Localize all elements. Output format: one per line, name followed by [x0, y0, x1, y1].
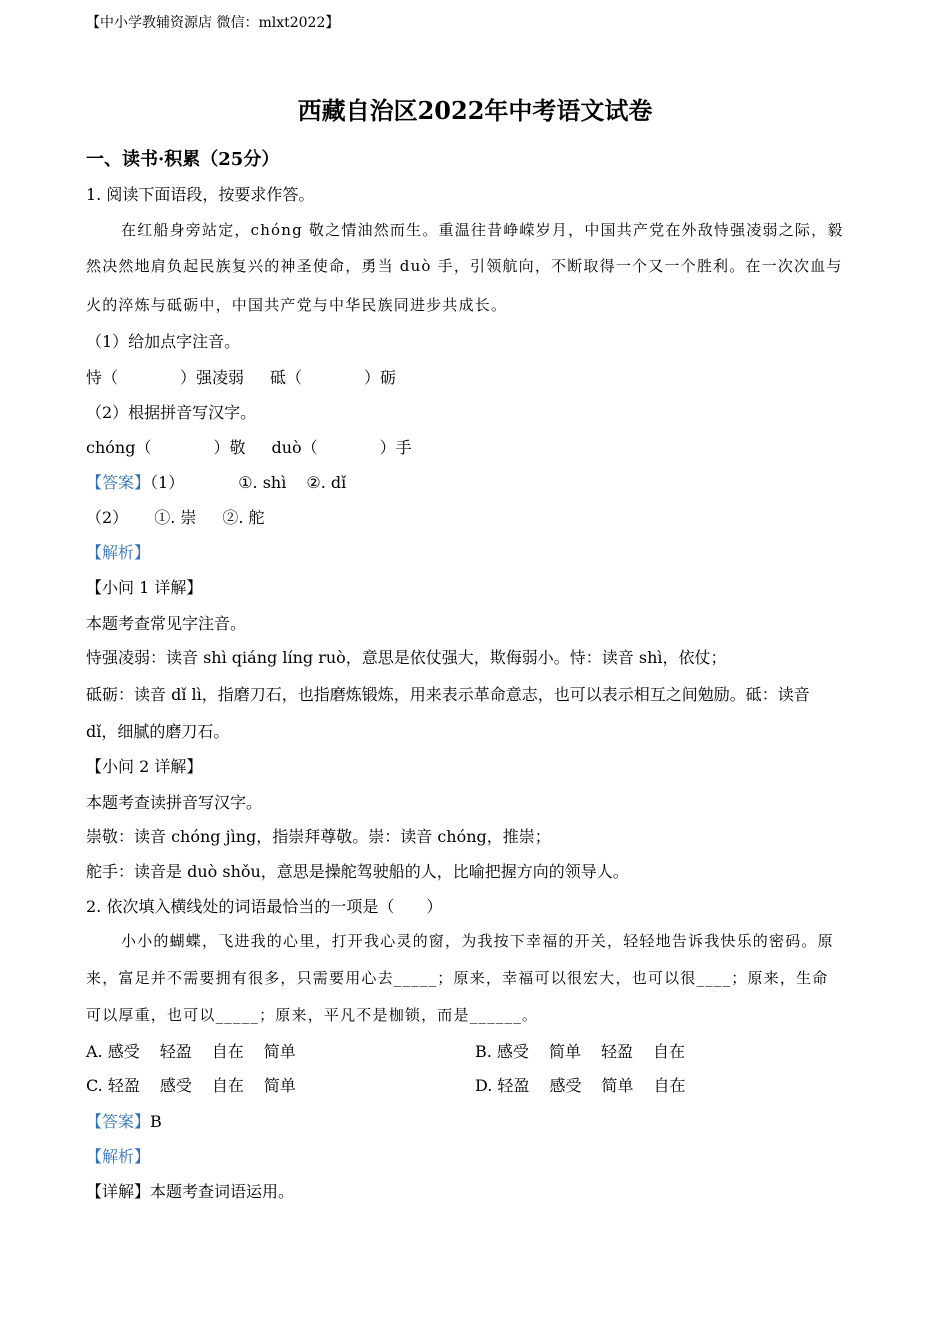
option-b[interactable]: B. 感受 简单 轻盈 自在: [475, 1042, 685, 1061]
detail-line: 砥砺：读音 dǐ lì，指磨刀石，也指磨炼锻炼，用来表示革命意志，也可以表示相互之间勉励。砥：读音: [86, 685, 810, 704]
answer-label: 【答案】: [86, 473, 151, 492]
detail-title: 【小问 1 详解】: [86, 578, 203, 597]
q1-passage-line: 在红船身旁站定，chóng 敬之情油然而生。重温往昔峥嵘岁月，中国共产党在外敌恃强凌弱之际，毅: [121, 221, 844, 239]
detail-title: 【小问 2 详解】: [86, 757, 203, 776]
q1-sub1-items: [86, 365, 396, 388]
q2-answer: [86, 1109, 162, 1132]
q2-passage-line: 小小的蝴蝶，飞进我的心里，打开我心灵的窗，为我按下幸福的开关，轻轻地告诉我快乐的密码。原: [121, 932, 834, 950]
blank-item: ）强凌弱: [180, 368, 245, 387]
blank-item: duò（: [271, 438, 318, 457]
option-d[interactable]: D. 轻盈 感受 简单 自在: [475, 1076, 686, 1095]
q1-stem: 1. 阅读下面语段，按要求作答。: [86, 185, 315, 204]
detail-line: 恃强凌弱：读音 shì qiáng líng ruò，意思是依仗强大，欺侮弱小。恃：读音 shì，依仗；: [86, 648, 727, 667]
option-c[interactable]: C. 轻盈 感受 自在 简单: [86, 1076, 296, 1095]
option-a[interactable]: A. 感受 轻盈 自在 简单: [86, 1042, 296, 1061]
q1-answer-2: （2） ①. 崇 ②. 舵: [86, 508, 265, 527]
page-title: 西藏自治区2022年中考语文试卷: [297, 96, 653, 125]
answer-value: B: [150, 1112, 162, 1131]
q1-passage-line: 然决然地肩负起民族复兴的神圣使命，勇当 duò 手，引领航向，不断取得一个又一个胜利。在一次次血与: [86, 257, 843, 275]
detail-line: 崇敬：读音 chóng jìng，指崇拜尊敬。崇：读音 chóng，推崇；: [86, 827, 551, 846]
blank-item: 恃（: [86, 368, 119, 387]
blank-item: ）手: [379, 438, 412, 457]
detail-label: 【详解】: [86, 1182, 151, 1201]
answer-label: 【答案】: [86, 1112, 151, 1131]
detail-line: 本题考查读拼音写汉字。: [86, 793, 263, 812]
q1-answer: 【答案】（1） ①. shì ②. dǐ: [86, 473, 347, 492]
q1-passage-line: 火的淬炼与砥砺中，中国共产党与中华民族同进步共成长。: [86, 296, 508, 314]
watermark-header: 【中小学教辅资源店 微信：mlxt2022】: [86, 15, 340, 31]
q2-passage-line: 来，富足并不需要拥有很多，只需要用心去_____；原来，幸福可以很宏大，也可以很____；原来，生命: [86, 969, 829, 987]
analysis-label: 【解析】: [86, 543, 151, 562]
section-heading: 一、读书·积累（25分）: [86, 149, 280, 170]
q2-stem: 2. 依次填入横线处的词语最恰当的一项是（ ）: [86, 897, 443, 916]
blank-item: 砥（: [270, 368, 303, 387]
q1-sub2-items: [86, 435, 412, 458]
blank-item: chóng（: [86, 438, 152, 457]
analysis-label: 【解析】: [86, 1147, 151, 1166]
q1-sub1: （1）给加点字注音。: [86, 332, 241, 351]
detail-line: 舵手：读音是 duò shǒu，意思是操舵驾驶船的人，比喻把握方向的领导人。: [86, 862, 629, 881]
q2-passage-line: 可以厚重，也可以_____；原来，平凡不是枷锁，而是______。: [86, 1006, 539, 1024]
q2-detail: 【详解】本题考查词语运用。: [86, 1182, 295, 1201]
detail-line: 本题考查常见字注音。: [86, 614, 247, 633]
blank-item: ）砺: [364, 368, 397, 387]
detail-line: dǐ，细腻的磨刀石。: [86, 722, 230, 741]
blank-item: ）敬: [213, 438, 246, 457]
q1-sub2: （2）根据拼音写汉字。: [86, 403, 257, 422]
